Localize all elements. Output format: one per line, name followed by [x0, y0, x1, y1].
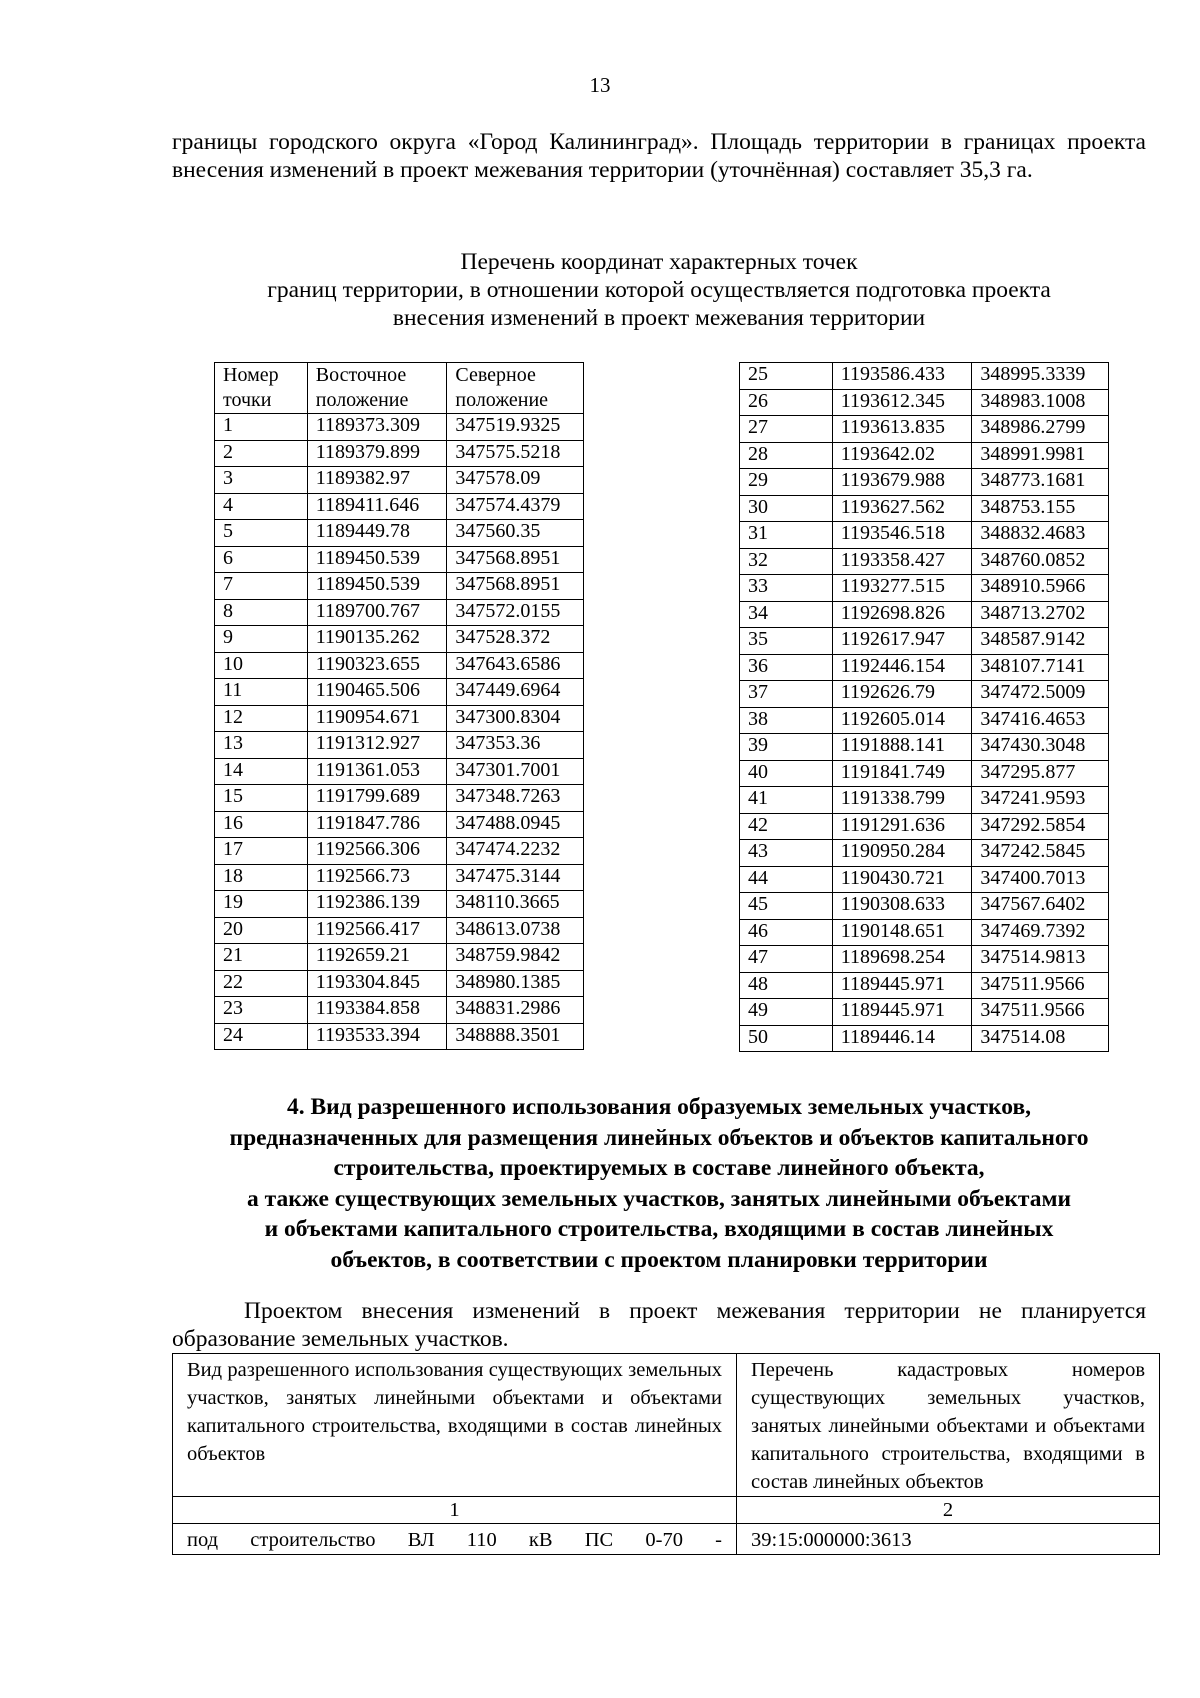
point-number-cell: 47 — [740, 946, 833, 973]
north-coordinate-cell: 348910.5966 — [972, 575, 1109, 602]
point-number-cell: 43 — [740, 840, 833, 867]
table-row — [215, 573, 584, 600]
point-number-cell: 25 — [740, 363, 833, 390]
east-coordinate-cell: 1189700.767 — [307, 599, 447, 626]
point-number-cell: 2 — [215, 440, 308, 467]
column-number: 1 — [173, 1497, 737, 1524]
section-4-heading-line: и объектами капитального строительства, входящими в состав линейных — [264, 1216, 1054, 1242]
east-coordinate-cell: 1191888.141 — [832, 734, 972, 761]
point-number-cell: 16 — [215, 811, 308, 838]
point-number-cell: 18 — [215, 864, 308, 891]
east-coordinate-cell: 1190465.506 — [307, 679, 447, 706]
north-coordinate-cell: 347572.0155 — [447, 599, 584, 626]
north-coordinate-cell: 347475.3144 — [447, 864, 584, 891]
north-coordinate-cell: 347472.5009 — [972, 681, 1109, 708]
point-number-cell: 45 — [740, 893, 833, 920]
table-row — [215, 705, 584, 732]
cadastral-number-cell: 39:15:000000:3613 — [737, 1524, 1160, 1555]
point-number-cell: 49 — [740, 999, 833, 1026]
north-coordinate-cell: 347474.2232 — [447, 838, 584, 865]
header-cadastral-numbers: Перечень кадастровых номеров существующих земельных участков, занятых линейными объектами и объектами капитального строительства, входящими в состав линейных объектов — [737, 1354, 1160, 1497]
table-row — [740, 548, 1109, 575]
table-row — [215, 520, 584, 547]
table-row — [740, 999, 1109, 1026]
table-row — [215, 997, 584, 1024]
east-coordinate-cell: 1193642.02 — [832, 442, 972, 469]
north-coordinate-cell: 347348.7263 — [447, 785, 584, 812]
point-number-cell: 30 — [740, 495, 833, 522]
north-coordinate-cell: 347353.36 — [447, 732, 584, 759]
header-east-position: Восточное положение — [307, 363, 447, 414]
point-number-cell: 21 — [215, 944, 308, 971]
table-row — [215, 944, 584, 971]
table-row — [215, 1023, 584, 1050]
table-row — [215, 626, 584, 653]
east-coordinate-cell: 1193384.858 — [307, 997, 447, 1024]
east-coordinate-cell: 1193277.515 — [832, 575, 972, 602]
east-coordinate-cell: 1189379.899 — [307, 440, 447, 467]
point-number-cell: 20 — [215, 917, 308, 944]
table-row — [740, 707, 1109, 734]
coordinates-heading-line: границ территории, в отношении которой осуществляется подготовка проекта — [267, 277, 1051, 303]
east-coordinate-cell: 1192698.826 — [832, 601, 972, 628]
column-number: 2 — [737, 1497, 1160, 1524]
east-coordinate-cell: 1193612.345 — [832, 389, 972, 416]
table-row — [215, 679, 584, 706]
east-coordinate-cell: 1189450.539 — [307, 573, 447, 600]
north-coordinate-cell: 347514.9813 — [972, 946, 1109, 973]
table-row — [215, 732, 584, 759]
point-number-cell: 35 — [740, 628, 833, 655]
north-coordinate-cell: 347560.35 — [447, 520, 584, 547]
section-4-heading-line: объектов, в соответствии с проектом планировки территории — [330, 1246, 988, 1273]
east-coordinate-cell: 1189411.646 — [307, 493, 447, 520]
table-row — [215, 785, 584, 812]
north-coordinate-cell: 348995.3339 — [972, 363, 1109, 390]
east-coordinate-cell: 1192659.21 — [307, 944, 447, 971]
point-number-cell: 13 — [215, 732, 308, 759]
point-number-cell: 29 — [740, 469, 833, 496]
north-coordinate-cell: 347511.9566 — [972, 999, 1109, 1026]
table-row — [740, 416, 1109, 443]
north-coordinate-cell: 347242.5845 — [972, 840, 1109, 867]
table-row — [173, 1524, 1160, 1555]
north-coordinate-cell: 348760.0852 — [972, 548, 1109, 575]
east-coordinate-cell: 1193679.988 — [832, 469, 972, 496]
point-number-cell: 14 — [215, 758, 308, 785]
east-coordinate-cell: 1193304.845 — [307, 970, 447, 997]
east-coordinate-cell: 1192566.417 — [307, 917, 447, 944]
east-coordinate-cell: 1189446.14 — [832, 1025, 972, 1052]
point-number-cell: 22 — [215, 970, 308, 997]
land-use-table-header — [173, 1354, 1160, 1497]
point-number-cell: 17 — [215, 838, 308, 865]
point-number-cell: 44 — [740, 866, 833, 893]
page-number: 13 — [589, 73, 611, 97]
point-number-cell: 31 — [740, 522, 833, 549]
north-coordinate-cell: 347449.6964 — [447, 679, 584, 706]
point-number-cell: 3 — [215, 467, 308, 494]
table-row — [740, 469, 1109, 496]
table-row — [215, 970, 584, 997]
north-coordinate-cell: 348983.1008 — [972, 389, 1109, 416]
coordinates-table-header — [215, 363, 584, 414]
table-row — [740, 522, 1109, 549]
north-coordinate-cell: 348759.9842 — [447, 944, 584, 971]
east-coordinate-cell: 1193586.433 — [832, 363, 972, 390]
north-coordinate-cell: 347575.5218 — [447, 440, 584, 467]
east-coordinate-cell: 1189449.78 — [307, 520, 447, 547]
east-coordinate-cell: 1191312.927 — [307, 732, 447, 759]
east-coordinate-cell: 1189445.971 — [832, 972, 972, 999]
table-row — [740, 1025, 1109, 1052]
point-number-cell: 23 — [215, 997, 308, 1024]
point-number-cell: 42 — [740, 813, 833, 840]
section-4-heading-line: предназначенных для размещения линейных объектов и объектов капитального — [229, 1124, 1089, 1151]
land-use-table-column-numbers — [173, 1497, 1160, 1524]
table-row — [215, 467, 584, 494]
point-number-cell: 1 — [215, 414, 308, 441]
table-row — [215, 440, 584, 467]
coordinates-table-right — [739, 362, 1109, 1052]
east-coordinate-cell: 1191847.786 — [307, 811, 447, 838]
point-number-cell: 50 — [740, 1025, 833, 1052]
east-coordinate-cell: 1190135.262 — [307, 626, 447, 653]
east-coordinate-cell: 1193627.562 — [832, 495, 972, 522]
header-north-position: Северное положение — [447, 363, 584, 414]
east-coordinate-cell: 1190148.651 — [832, 919, 972, 946]
north-coordinate-cell: 347578.09 — [447, 467, 584, 494]
coordinates-heading-line: внесения изменений в проект межевания территории — [392, 305, 926, 331]
east-coordinate-cell: 1191799.689 — [307, 785, 447, 812]
north-coordinate-cell: 347301.7001 — [447, 758, 584, 785]
coordinates-heading — [172, 248, 1146, 332]
table-row — [215, 758, 584, 785]
land-use-cell: под строительство ВЛ 110 кВ ПС 0-70 - — [173, 1524, 737, 1555]
east-coordinate-cell: 1191338.799 — [832, 787, 972, 814]
east-coordinate-cell: 1192566.73 — [307, 864, 447, 891]
section-4-heading-line: 4. Вид разрешенного использования образуемых земельных участков, — [286, 1094, 1032, 1120]
east-coordinate-cell: 1189382.97 — [307, 467, 447, 494]
east-coordinate-cell: 1189450.539 — [307, 546, 447, 573]
north-coordinate-cell: 347400.7013 — [972, 866, 1109, 893]
east-coordinate-cell: 1189445.971 — [832, 999, 972, 1026]
table-row — [215, 652, 584, 679]
east-coordinate-cell: 1190323.655 — [307, 652, 447, 679]
point-number-cell: 27 — [740, 416, 833, 443]
east-coordinate-cell: 1192566.306 — [307, 838, 447, 865]
header-point-number: Номер точки — [215, 363, 308, 414]
section-4-heading-line: а также существующих земельных участков, занятых линейными объектами — [246, 1185, 1071, 1212]
table-row — [215, 493, 584, 520]
east-coordinate-cell: 1193613.835 — [832, 416, 972, 443]
table-row — [215, 838, 584, 865]
table-row — [740, 972, 1109, 999]
north-coordinate-cell: 348110.3665 — [447, 891, 584, 918]
east-coordinate-cell: 1191841.749 — [832, 760, 972, 787]
east-coordinate-cell: 1191291.636 — [832, 813, 972, 840]
table-row — [740, 813, 1109, 840]
table-row — [215, 546, 584, 573]
table-row — [740, 601, 1109, 628]
point-number-cell: 41 — [740, 787, 833, 814]
north-coordinate-cell: 347469.7392 — [972, 919, 1109, 946]
table-row — [740, 946, 1109, 973]
east-coordinate-cell: 1189698.254 — [832, 946, 972, 973]
table-row — [215, 599, 584, 626]
north-coordinate-cell: 348613.0738 — [447, 917, 584, 944]
coordinates-heading-line: Перечень координат характерных точек — [460, 249, 858, 275]
east-coordinate-cell: 1190430.721 — [832, 866, 972, 893]
north-coordinate-cell: 348107.7141 — [972, 654, 1109, 681]
point-number-cell: 40 — [740, 760, 833, 787]
table-row — [740, 787, 1109, 814]
intro-paragraph: границы городского округа «Город Калининград». Площадь территории в границах проекта внесения изменений в проект межевания территории (уточнённая) составляет 35,3 га. — [172, 129, 1146, 183]
point-number-cell: 11 — [215, 679, 308, 706]
section-4-heading — [172, 1092, 1146, 1275]
north-coordinate-cell: 347416.4653 — [972, 707, 1109, 734]
point-number-cell: 9 — [215, 626, 308, 653]
north-coordinate-cell: 347295.877 — [972, 760, 1109, 787]
east-coordinate-cell: 1190308.633 — [832, 893, 972, 920]
north-coordinate-cell: 348980.1385 — [447, 970, 584, 997]
north-coordinate-cell: 347568.8951 — [447, 546, 584, 573]
table-row — [215, 891, 584, 918]
east-coordinate-cell: 1193546.518 — [832, 522, 972, 549]
north-coordinate-cell: 348986.2799 — [972, 416, 1109, 443]
point-number-cell: 39 — [740, 734, 833, 761]
east-coordinate-cell: 1192446.154 — [832, 654, 972, 681]
east-coordinate-cell: 1192605.014 — [832, 707, 972, 734]
point-number-cell: 4 — [215, 493, 308, 520]
north-coordinate-cell: 347430.3048 — [972, 734, 1109, 761]
north-coordinate-cell: 347567.6402 — [972, 893, 1109, 920]
point-number-cell: 33 — [740, 575, 833, 602]
east-coordinate-cell: 1192386.139 — [307, 891, 447, 918]
east-coordinate-cell: 1192626.79 — [832, 681, 972, 708]
coordinates-table-left — [214, 362, 584, 1050]
table-row — [740, 575, 1109, 602]
table-row — [215, 917, 584, 944]
east-coordinate-cell: 1190950.284 — [832, 840, 972, 867]
point-number-cell: 28 — [740, 442, 833, 469]
north-coordinate-cell: 348832.4683 — [972, 522, 1109, 549]
north-coordinate-cell: 347488.0945 — [447, 811, 584, 838]
north-coordinate-cell: 347241.9593 — [972, 787, 1109, 814]
east-coordinate-cell: 1189373.309 — [307, 414, 447, 441]
north-coordinate-cell: 348991.9981 — [972, 442, 1109, 469]
point-number-cell: 19 — [215, 891, 308, 918]
point-number-cell: 24 — [215, 1023, 308, 1050]
north-coordinate-cell: 348831.2986 — [447, 997, 584, 1024]
east-coordinate-cell: 1191361.053 — [307, 758, 447, 785]
north-coordinate-cell: 347528.372 — [447, 626, 584, 653]
point-number-cell: 12 — [215, 705, 308, 732]
north-coordinate-cell: 347511.9566 — [972, 972, 1109, 999]
east-coordinate-cell: 1190954.671 — [307, 705, 447, 732]
east-coordinate-cell: 1193533.394 — [307, 1023, 447, 1050]
north-coordinate-cell: 348587.9142 — [972, 628, 1109, 655]
point-number-cell: 48 — [740, 972, 833, 999]
table-row — [740, 654, 1109, 681]
table-row — [740, 681, 1109, 708]
table-row — [740, 495, 1109, 522]
table-row — [215, 864, 584, 891]
section-4-heading-line: строительства, проектируемых в составе линейного объекта, — [333, 1155, 985, 1181]
point-number-cell: 7 — [215, 573, 308, 600]
header-land-use-type: Вид разрешенного использования существующих земельных участков, занятых линейными объектами и объектами капитального строительства, входящими в состав линейных объектов — [173, 1354, 737, 1497]
table-row — [215, 414, 584, 441]
land-use-table — [172, 1353, 1160, 1555]
table-row — [740, 840, 1109, 867]
point-number-cell: 38 — [740, 707, 833, 734]
north-coordinate-cell: 347643.6586 — [447, 652, 584, 679]
table-row — [215, 811, 584, 838]
point-number-cell: 32 — [740, 548, 833, 575]
north-coordinate-cell: 347300.8304 — [447, 705, 584, 732]
point-number-cell: 8 — [215, 599, 308, 626]
point-number-cell: 6 — [215, 546, 308, 573]
section-4-paragraph: Проектом внесения изменений в проект межевания территории не планируется образование земельных участков. — [172, 1298, 1146, 1352]
table-row — [740, 363, 1109, 390]
point-number-cell: 15 — [215, 785, 308, 812]
north-coordinate-cell: 347574.4379 — [447, 493, 584, 520]
north-coordinate-cell: 348888.3501 — [447, 1023, 584, 1050]
table-row — [740, 919, 1109, 946]
point-number-cell: 5 — [215, 520, 308, 547]
table-row — [740, 760, 1109, 787]
north-coordinate-cell: 347292.5854 — [972, 813, 1109, 840]
north-coordinate-cell: 347568.8951 — [447, 573, 584, 600]
north-coordinate-cell: 348753.155 — [972, 495, 1109, 522]
north-coordinate-cell: 348773.1681 — [972, 469, 1109, 496]
north-coordinate-cell: 347519.9325 — [447, 414, 584, 441]
table-row — [740, 734, 1109, 761]
east-coordinate-cell: 1192617.947 — [832, 628, 972, 655]
table-row — [740, 628, 1109, 655]
point-number-cell: 10 — [215, 652, 308, 679]
point-number-cell: 36 — [740, 654, 833, 681]
table-row — [740, 389, 1109, 416]
table-row — [740, 893, 1109, 920]
north-coordinate-cell: 348713.2702 — [972, 601, 1109, 628]
point-number-cell: 34 — [740, 601, 833, 628]
point-number-cell: 46 — [740, 919, 833, 946]
point-number-cell: 26 — [740, 389, 833, 416]
table-row — [740, 866, 1109, 893]
point-number-cell: 37 — [740, 681, 833, 708]
east-coordinate-cell: 1193358.427 — [832, 548, 972, 575]
north-coordinate-cell: 347514.08 — [972, 1025, 1109, 1052]
table-row — [740, 442, 1109, 469]
